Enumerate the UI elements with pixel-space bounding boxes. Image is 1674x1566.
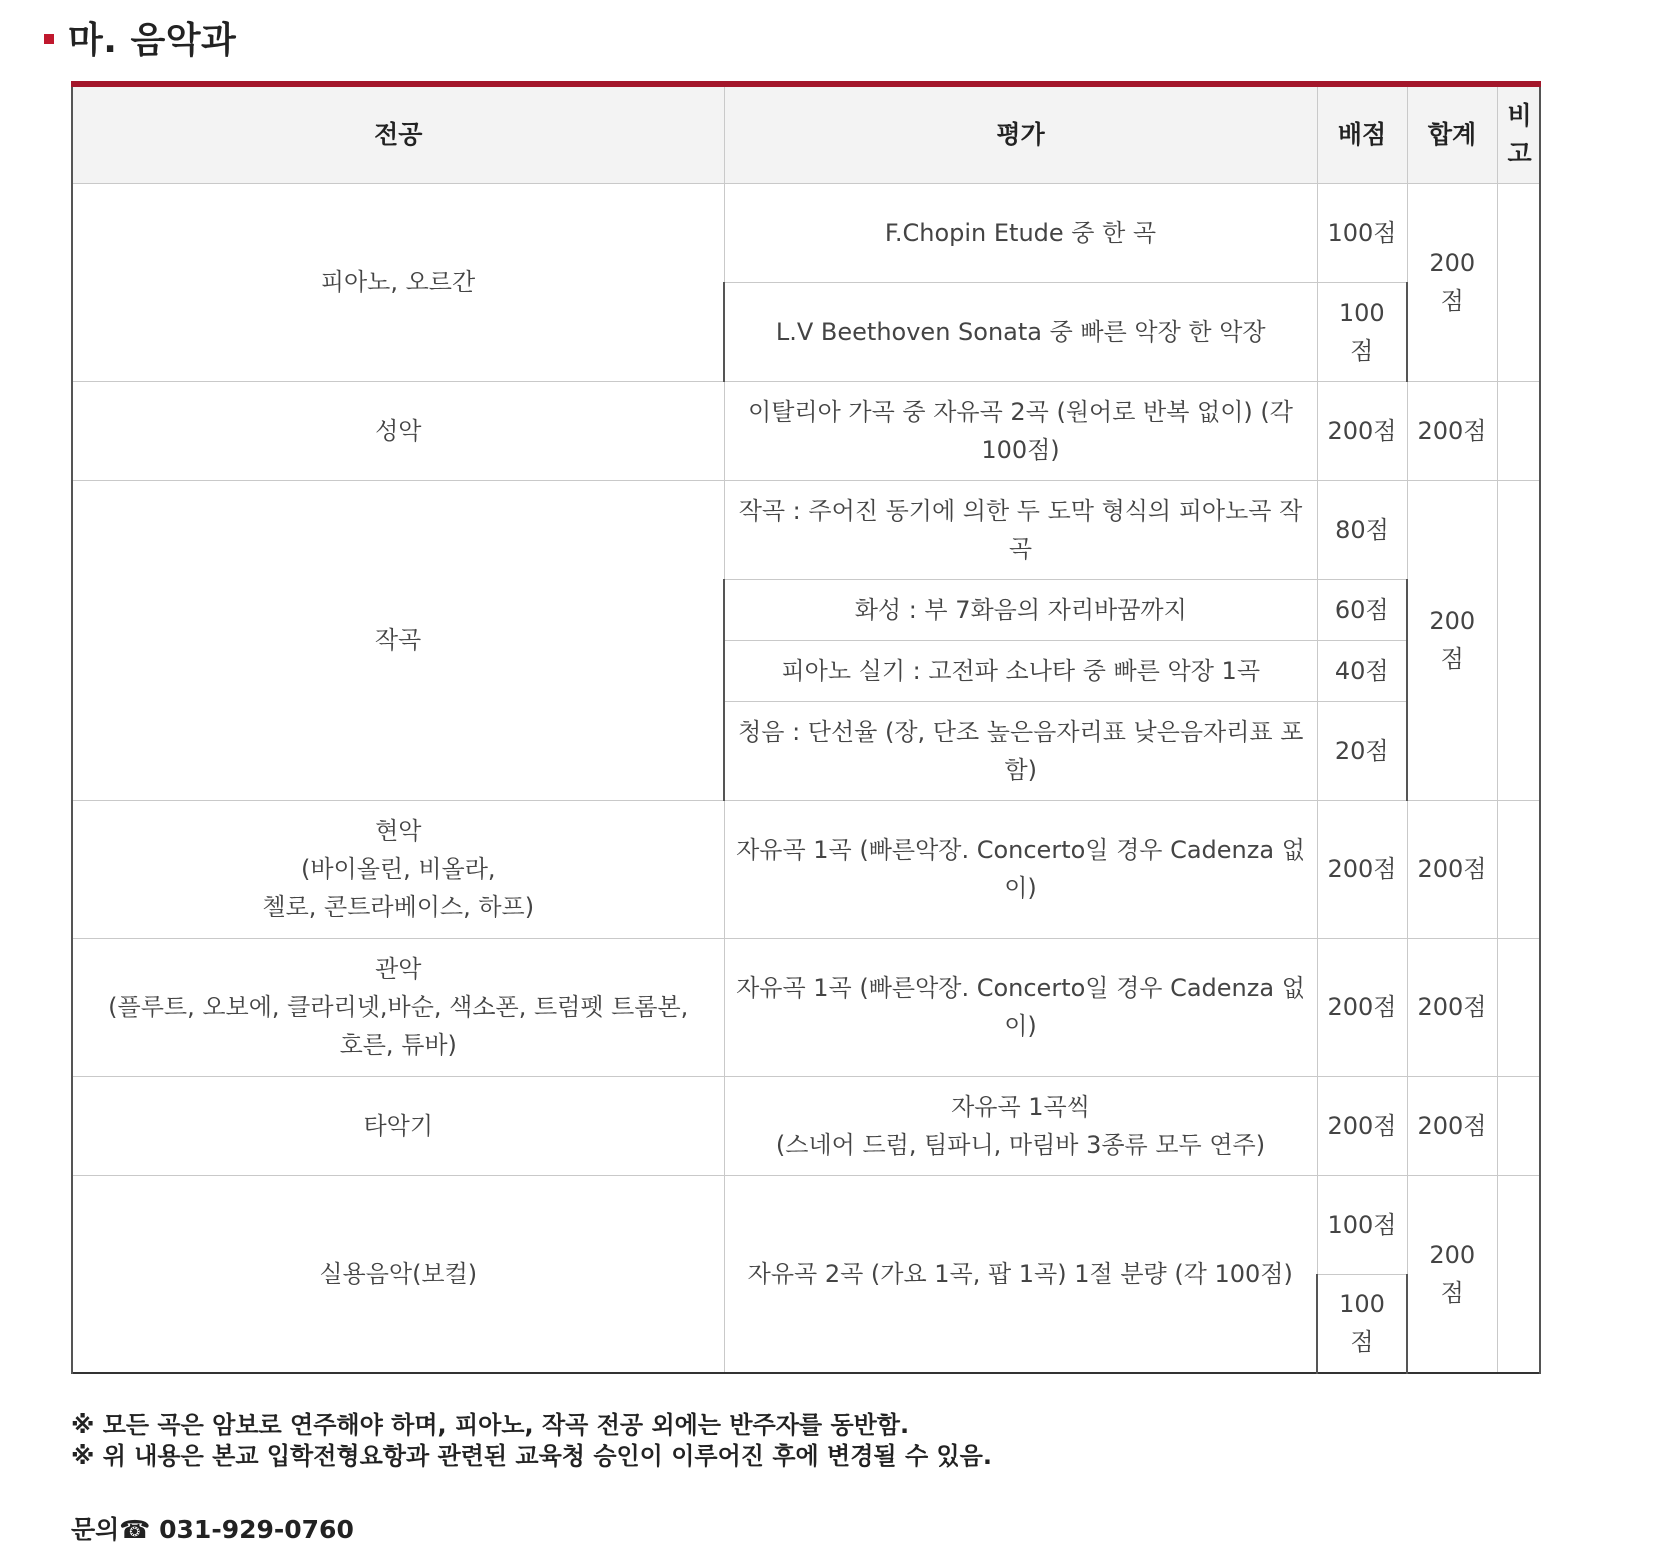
section-title: 마. 음악과 <box>68 19 237 61</box>
total-cell: 200점 <box>1407 480 1497 800</box>
major-cell-strings <box>72 800 724 938</box>
evaluation-cell: 작곡 : 주어진 동기에 의한 두 도막 형식의 피아노곡 작곡 <box>724 480 1317 579</box>
points-cell: 20점 <box>1317 701 1407 800</box>
evaluation-table-container <box>71 81 1539 1374</box>
points-cell: 60점 <box>1317 579 1407 640</box>
points-cell: 100점 <box>1317 282 1407 381</box>
major-line: 첼로, 콘트라베이스, 하프) <box>262 893 535 921</box>
table-row <box>72 1076 1540 1175</box>
points-cell: 100점 <box>1317 183 1407 282</box>
points-cell: 200점 <box>1317 800 1407 938</box>
major-cell-vocal: 성악 <box>72 381 724 480</box>
note-line: ※ 위 내용은 본교 입학전형요항과 관련된 교육청 승인이 이루어진 후에 변경될 수 있음. <box>71 1442 992 1470</box>
major-line: 관악 <box>375 955 422 983</box>
evaluation-cell <box>724 1076 1317 1175</box>
total-cell: 200점 <box>1407 1175 1497 1373</box>
header-total: 합계 <box>1407 84 1497 183</box>
total-cell: 200점 <box>1407 1076 1497 1175</box>
major-line: 현악 <box>375 817 422 845</box>
evaluation-line: (스네어 드럼, 팀파니, 마림바 3종류 모두 연주) <box>775 1130 1266 1159</box>
header-evaluation: 평가 <box>724 84 1317 183</box>
evaluation-cell: 화성 : 부 7화음의 자리바꿈까지 <box>724 579 1317 640</box>
notes <box>71 1410 992 1472</box>
table-row <box>72 938 1540 1076</box>
table-row <box>72 1175 1540 1274</box>
remarks-cell <box>1497 183 1540 381</box>
note-line: ※ 모든 곡은 암보로 연주해야 하며, 피아노, 작곡 전공 외에는 반주자를 동반함. <box>71 1411 910 1439</box>
major-cell-applied: 실용음악(보컬) <box>72 1175 724 1373</box>
square-bullet-icon <box>44 34 54 44</box>
major-cell-composition: 작곡 <box>72 480 724 800</box>
contact-info: 문의☎ 031-929-0760 <box>71 1515 354 1544</box>
remarks-cell <box>1497 800 1540 938</box>
points-cell: 40점 <box>1317 640 1407 701</box>
evaluation-cell: F.Chopin Etude 중 한 곡 <box>724 183 1317 282</box>
remarks-cell <box>1497 480 1540 800</box>
table-row <box>72 480 1540 579</box>
header-major: 전공 <box>72 84 724 183</box>
evaluation-cell: 자유곡 2곡 (가요 1곡, 팝 1곡) 1절 분량 (각 100점) <box>724 1175 1317 1373</box>
points-cell: 100점 <box>1317 1175 1407 1274</box>
remarks-cell <box>1497 1175 1540 1373</box>
total-cell: 200점 <box>1407 938 1497 1076</box>
points-cell: 200점 <box>1317 381 1407 480</box>
header-remarks: 비고 <box>1497 84 1540 183</box>
remarks-cell <box>1497 381 1540 480</box>
points-cell: 100점 <box>1317 1274 1407 1373</box>
total-cell: 200점 <box>1407 183 1497 381</box>
total-cell: 200점 <box>1407 800 1497 938</box>
major-cell-winds <box>72 938 724 1076</box>
points-cell: 80점 <box>1317 480 1407 579</box>
header-points: 배점 <box>1317 84 1407 183</box>
major-cell-percussion: 타악기 <box>72 1076 724 1175</box>
table-header-row <box>72 84 1540 183</box>
points-cell: 200점 <box>1317 1076 1407 1175</box>
evaluation-cell: L.V Beethoven Sonata 중 빠른 악장 한 악장 <box>724 282 1317 381</box>
major-line: (플루트, 오보에, 클라리넷,바순, 색소폰, 트럼펫 트롬본, <box>108 993 689 1021</box>
remarks-cell <box>1497 1076 1540 1175</box>
evaluation-cell: 피아노 실기 : 고전파 소나타 중 빠른 악장 1곡 <box>724 640 1317 701</box>
points-cell: 200점 <box>1317 938 1407 1076</box>
major-line: 호른, 튜바) <box>339 1031 457 1059</box>
major-line: (바이올린, 비올라, <box>300 855 496 883</box>
table-row <box>72 183 1540 282</box>
table-row <box>72 381 1540 480</box>
total-cell: 200점 <box>1407 381 1497 480</box>
evaluation-cell: 청음 : 단선율 (장, 단조 높은음자리표 낮은음자리표 포함) <box>724 701 1317 800</box>
evaluation-line: 자유곡 1곡씩 <box>951 1092 1090 1121</box>
table-row <box>72 800 1540 938</box>
section-heading <box>44 14 236 60</box>
evaluation-table <box>71 81 1541 1374</box>
evaluation-cell: 자유곡 1곡 (빠른악장. Concerto일 경우 Cadenza 없이) <box>724 938 1317 1076</box>
evaluation-cell: 이탈리아 가곡 중 자유곡 2곡 (원어로 반복 없이) (각 100점) <box>724 381 1317 480</box>
major-cell-piano: 피아노, 오르간 <box>72 183 724 381</box>
evaluation-cell: 자유곡 1곡 (빠른악장. Concerto일 경우 Cadenza 없이) <box>724 800 1317 938</box>
remarks-cell <box>1497 938 1540 1076</box>
